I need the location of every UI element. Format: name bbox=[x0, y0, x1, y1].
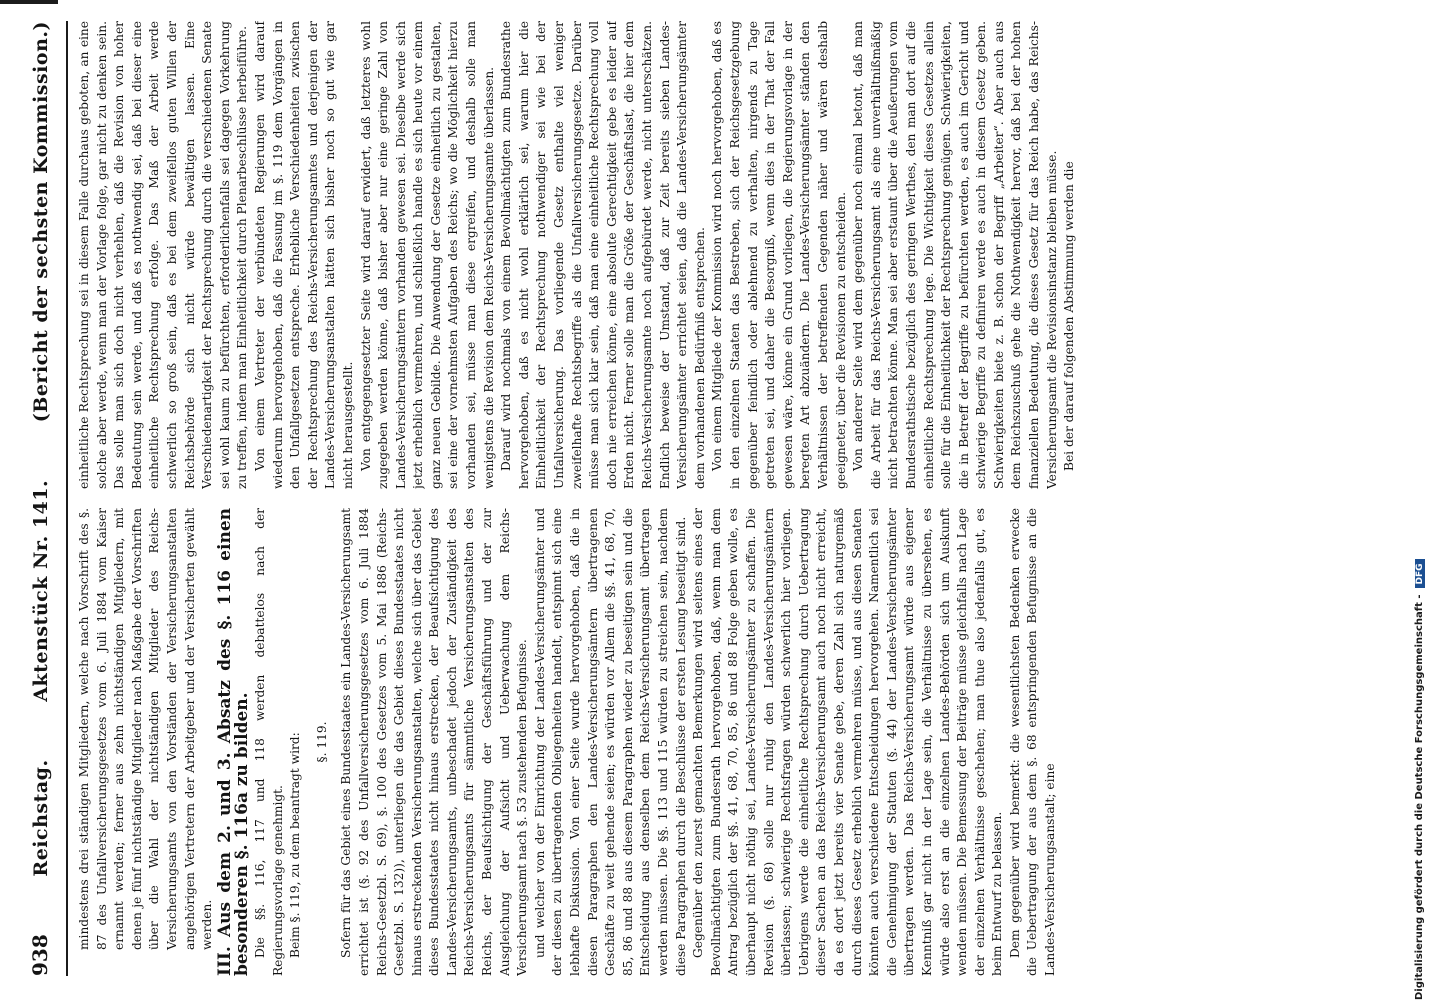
right-column-paragraph: Bei der darauf folgenden Abstimmung werden die bbox=[1062, 161, 1077, 471]
left-column-paragraph: mindestens drei ständigen Mitgliedern, welche nach Vorschrift des §. 87 des Unfallversicherungsgesetzes vom 6. Juli 1884 vom Kaiser ernannt werden; ferner aus zehn nichtständigen Mitgliedern, mit denen je fünf nichtständige Mitglieder nach Maßgabe der Vorschriften über die Wahl der nichtständigen Mitglieder des Reichs-Versicherungsamts von den Vorständen der Versicherungsanstalten angehörigen Vertretern der Arbeitgeber und der Versicherten gewählt werden. bbox=[77, 508, 215, 950]
right-column-paragraph: Von einem Vertreter der verbündeten Regierungen wird darauf wiederum hervorgehoben, daß die Fassung im §. 119 dem Vorgängen in den Unfallgesetzen entspreche. Erhebliche Verschiedenheiten zwischen der Rechtsprechung des Reichs-Versicherungsamtes und derjenigen der Landes-Versicherungsanstalten hätten sich bisher noch so gut wie gar nicht herausgestellt. bbox=[252, 21, 355, 489]
left-column-paragraph: Dem gegenüber wird bemerkt: die wesentlichsten Bedenken erwecke die Uebertragung der aus dem §. 68 entspringenden Befugnisse an die Landes-Versicherungsanstalt; eine bbox=[1007, 508, 1058, 976]
header-rule bbox=[66, 21, 68, 976]
right-column-paragraph: einheitliche Rechtsprechung sei in diesem Falle durchaus geboten, an eine solche aber werde, wenn man der Vorlage folge, gar nicht zu denken sein. Das solle man sich doch nicht verhehlen, daß die Revision von hoher Bedeutung sein werde, und daß es nothwendig sei, daß bei dieser eine einheitliche Rechtsprechung erfolge. Das Maß der Arbeit werde schwerlich so groß sein, daß es bei dem zweifellos guten Willen der Reichsbehörde sich nicht würde bewältigen lassen. Eine Verschiedenartigkeit der Rechtsprechung durch die verschiedenen Senate sei wohl kaum zu befürchten, erforderlichenfalls sei dagegen Vorkehrung zu treffen, indem man Einheitlichkeit durch Plenarbeschlüsse herbeiführe. bbox=[77, 21, 250, 489]
header-document-number: Aktenstück Nr. 141. bbox=[30, 479, 52, 702]
left-column-paragraph: Beim §. 119, zu dem beantragt wird: bbox=[288, 732, 303, 958]
left-column-paragraph: Gegenüber den zuerst gemachten Bemerkungen wird seitens eines der Bevollmächtigten zum Bundesrath hervorgehoben, daß, wenn man dem Antrag bezüglich der §§. 41, 68, 70, 85, 86 und 88 Folge geben wolle, es überhaupt nicht nöthig sei, Landes-Versicherungsämter zu schaffen. Die Revision (§. 68) solle nur ruhig den Landes-Versicherungsämtern überlassen; schwierige Rechtsfragen würden schwerlich hier vorliegen. Uebrigens werde die einheitliche Rechtsprechung durch Uebertragung dieser Sachen an das Reichs-Versicherungsamt auch noch nicht erreicht, da es dort jetzt bereits vier Senate gebe, deren Zahl sich naturgemäß durch dieses Gesetz erheblich vermehren müsse, und aus diesen Senaten könnten auch verschiedene Entscheidungen hervorgehen. Namentlich sei die Genehmigung der Statuten (§. 44) der Landes-Versicherungsämter übertragen werden. Das Reichs-Versicherungsamt würde aus eigener Kenntniß gar nicht in der Lage sein, die Verhältnisse zu übersehen, es würde also erst an die einzelnen Landes-Behörden sich um Auskunft wenden müssen. Die Bemessung der Beiträge müsse gleichfalls nach Lage der einzelnen Verhältnisse geschehen; man thue also jedenfalls gut, es beim Entwurf zu belassen. bbox=[691, 508, 1005, 976]
left-column-paragraph: und welcher von der Einrichtung der Landes-Versicherungsämter und der diesen zu übertragenden Obliegenheiten handelt, entspinnt sich eine lebhafte Diskussion. Von einer Seite wurde hervorgehoben, daß die in diesen Paragraphen den Landes-Versicherungsämtern übertragenen Geschäfte zu weit gehende seien; es würden vor Allem die §§. 41, 68, 70, 85, 86 und 88 aus diesem Paragraphen wieder zu beseitigen sein und die Entscheidung aus denselben dem Reichs-Versicherungsamt übertragen werden müssen. Die §§. 113 und 115 würden zu streichen sein, nachdem diese Paragraphen durch die Beschlüsse der ersten Lesung beseitigt sind. bbox=[532, 508, 688, 976]
left-column-paragraph: Sofern für das Gebiet eines Bundesstaates ein Landes-Versicherungsamt errichtet ist (§. 92 des Unfallversicherungsgesetzes vom 6. Juli 1884 Reichs-Gesetzbl. S. 69), §. 100 des Gesetzes vom 5. Mai 1886 (Reichs-Gesetzbl. S. 132)), unterliegen die das Gebiet dieses Bundesstaates nicht hinaus erstreckenden Versicherungsanstalten, welche sich über das Gebiet dieses Bundesstaates nicht hinaus erstrecken, der Beaufsichtigung des Landes-Versicherungsamts, unbeschadet jedoch der Zuständigkeit des Reichs-Versicherungsamts für sämmtliche Versicherungsanstalten des Reichs, der Beaufsichtigung der Geschäftsführung und der zur Ausgleichung der Aufsicht und Ueberwachung dem Reichs-Versicherungsamt nach §. 53 zustehenden Befugnisse. bbox=[339, 508, 530, 976]
left-text-column bbox=[76, 508, 1316, 976]
right-column-paragraph: Darauf wird nochmals von einem Bevollmächtigten zum Bundesrathe hervorgehoben, daß es nicht wohl erklärlich sei, warum hier die Einheitlichkeit der Rechtsprechung nothwendiger sei wie bei der Unfallversicherung. Das vorliegende Gesetz enthalte viel weniger zweifelhafte Rechtsbegriffe als die Unfallversicherungsgesetze. Darüber müsse man sich klar sein, daß man eine einheitliche Rechtsprechung voll doch nie erreichen könne, eine absolute Gerechtigkeit gebe es leider auf Erden nicht. Ferner solle man die Größe der Geschäftslast, die hier dem Reichs-Versicherungsamte noch aufgebürdet werde, nicht unterschätzen. Endlich beweise der Umstand, daß zur Zeit bereits sieben Landes-Versicherungsämter errichtet seien, daß die Landes-Versicherungsämter dem vorhandenen Bedürfniß entsprechen. bbox=[499, 21, 707, 489]
left-column-paragraph: §. 119. bbox=[314, 721, 329, 763]
left-column-paragraph: III. Aus dem 2. und 3. Absatz des §. 116 einen besonderen §. 116a zu bilden. bbox=[214, 508, 253, 976]
digitization-text: Digitalisierung gefördert durch die Deutsche Forschungsgemeinschaft - bbox=[1414, 594, 1425, 1000]
right-column-paragraph: Von entgegengesetzter Seite wird darauf erwidert, daß letzteres wohl zugegeben werden könne, daß bisher aber nur eine geringe Zahl von Landes-Versicherungsämtern vorhanden gewesen sei. Dieselbe werde sich jetzt erheblich vermehren, und schließlich handle es sich heute vor einem ganz neuen Gebilde. Die Anwendung der Gesetze einheitlich zu gestalten, sei eine der vornehmsten Aufgaben des Reichs; wo die Möglichkeit hierzu vorhanden sei, müsse man diese ergreifen, und deshalb solle man wenigstens die Revision dem Reichs-Versicherungsamte überlassen. bbox=[358, 21, 496, 489]
dfg-logo: DFG bbox=[1415, 559, 1425, 588]
right-column-paragraph: Von anderer Seite wird dem gegenüber noch einmal betont, daß man die Arbeit für das Reichs-Versicherungsamt als eine unverhältnißmäßig nicht betrachten könne. Man sei aber erstaunt über die Aeußerungen vom Bundesrathstische bezüglich des geringen Werthes, den man dort auf die einheitliche Rechtsprechung lege. Die Wichtigkeit dieses Gesetzes allein solle für die Einheitlichkeit der Rechtsprechung genügen. Schwierigkeiten, die in Betreff der Begriffe zu befürchten werden, es auch im Gericht und schwierige Begriffe zu definiren werde es auch in diesem Gesetz geben. Schwierigkeiten biete z. B. schon der Begriff „Arbeiter“. Aber auch aus dem Reichszuschuß gehe die Nothwendigkeit hervor, daß bei der hohen finanziellen Bedeutung, die dieses Gesetz für das Reich habe, das Reichs-Versicherungsamt die Revisionsinstanz bleiben müsse. bbox=[851, 21, 1059, 489]
page-number: 938 bbox=[28, 934, 52, 976]
left-column-paragraph: Die §§. 116, 117 und 118 werden debattelos nach der Regierungsvorlage genehmigt. bbox=[252, 508, 285, 976]
right-text-column bbox=[76, 21, 1316, 489]
digitization-notice bbox=[1414, 20, 1430, 1000]
right-column-paragraph: Von einem Mitgliede der Kommission wird noch hervorgehoben, daß es in den einzelnen Staaten das Bestreben, sich der Reichsgesetzgebung gegenüber feindlich oder ablehnend zu verhalten, nirgends zu Tage getreten sei, und daher die Besorgniß, wenn dies in der That der Fall gewesen wäre, könne ein Grund vorliegen, die Regierungsvorlage in der beregten Art abzuändern. Die Landes-Versicherungsämter ständen den Verhältnissen der betreffenden Gegenden näher und wären deshalb geeigneter, über die Revisionen zu entscheiden. bbox=[710, 21, 848, 489]
header-chamber: Reichstag. bbox=[30, 759, 52, 877]
page-header bbox=[28, 21, 64, 976]
header-report-title: (Bericht der sechsten Kommission.) bbox=[30, 21, 52, 423]
